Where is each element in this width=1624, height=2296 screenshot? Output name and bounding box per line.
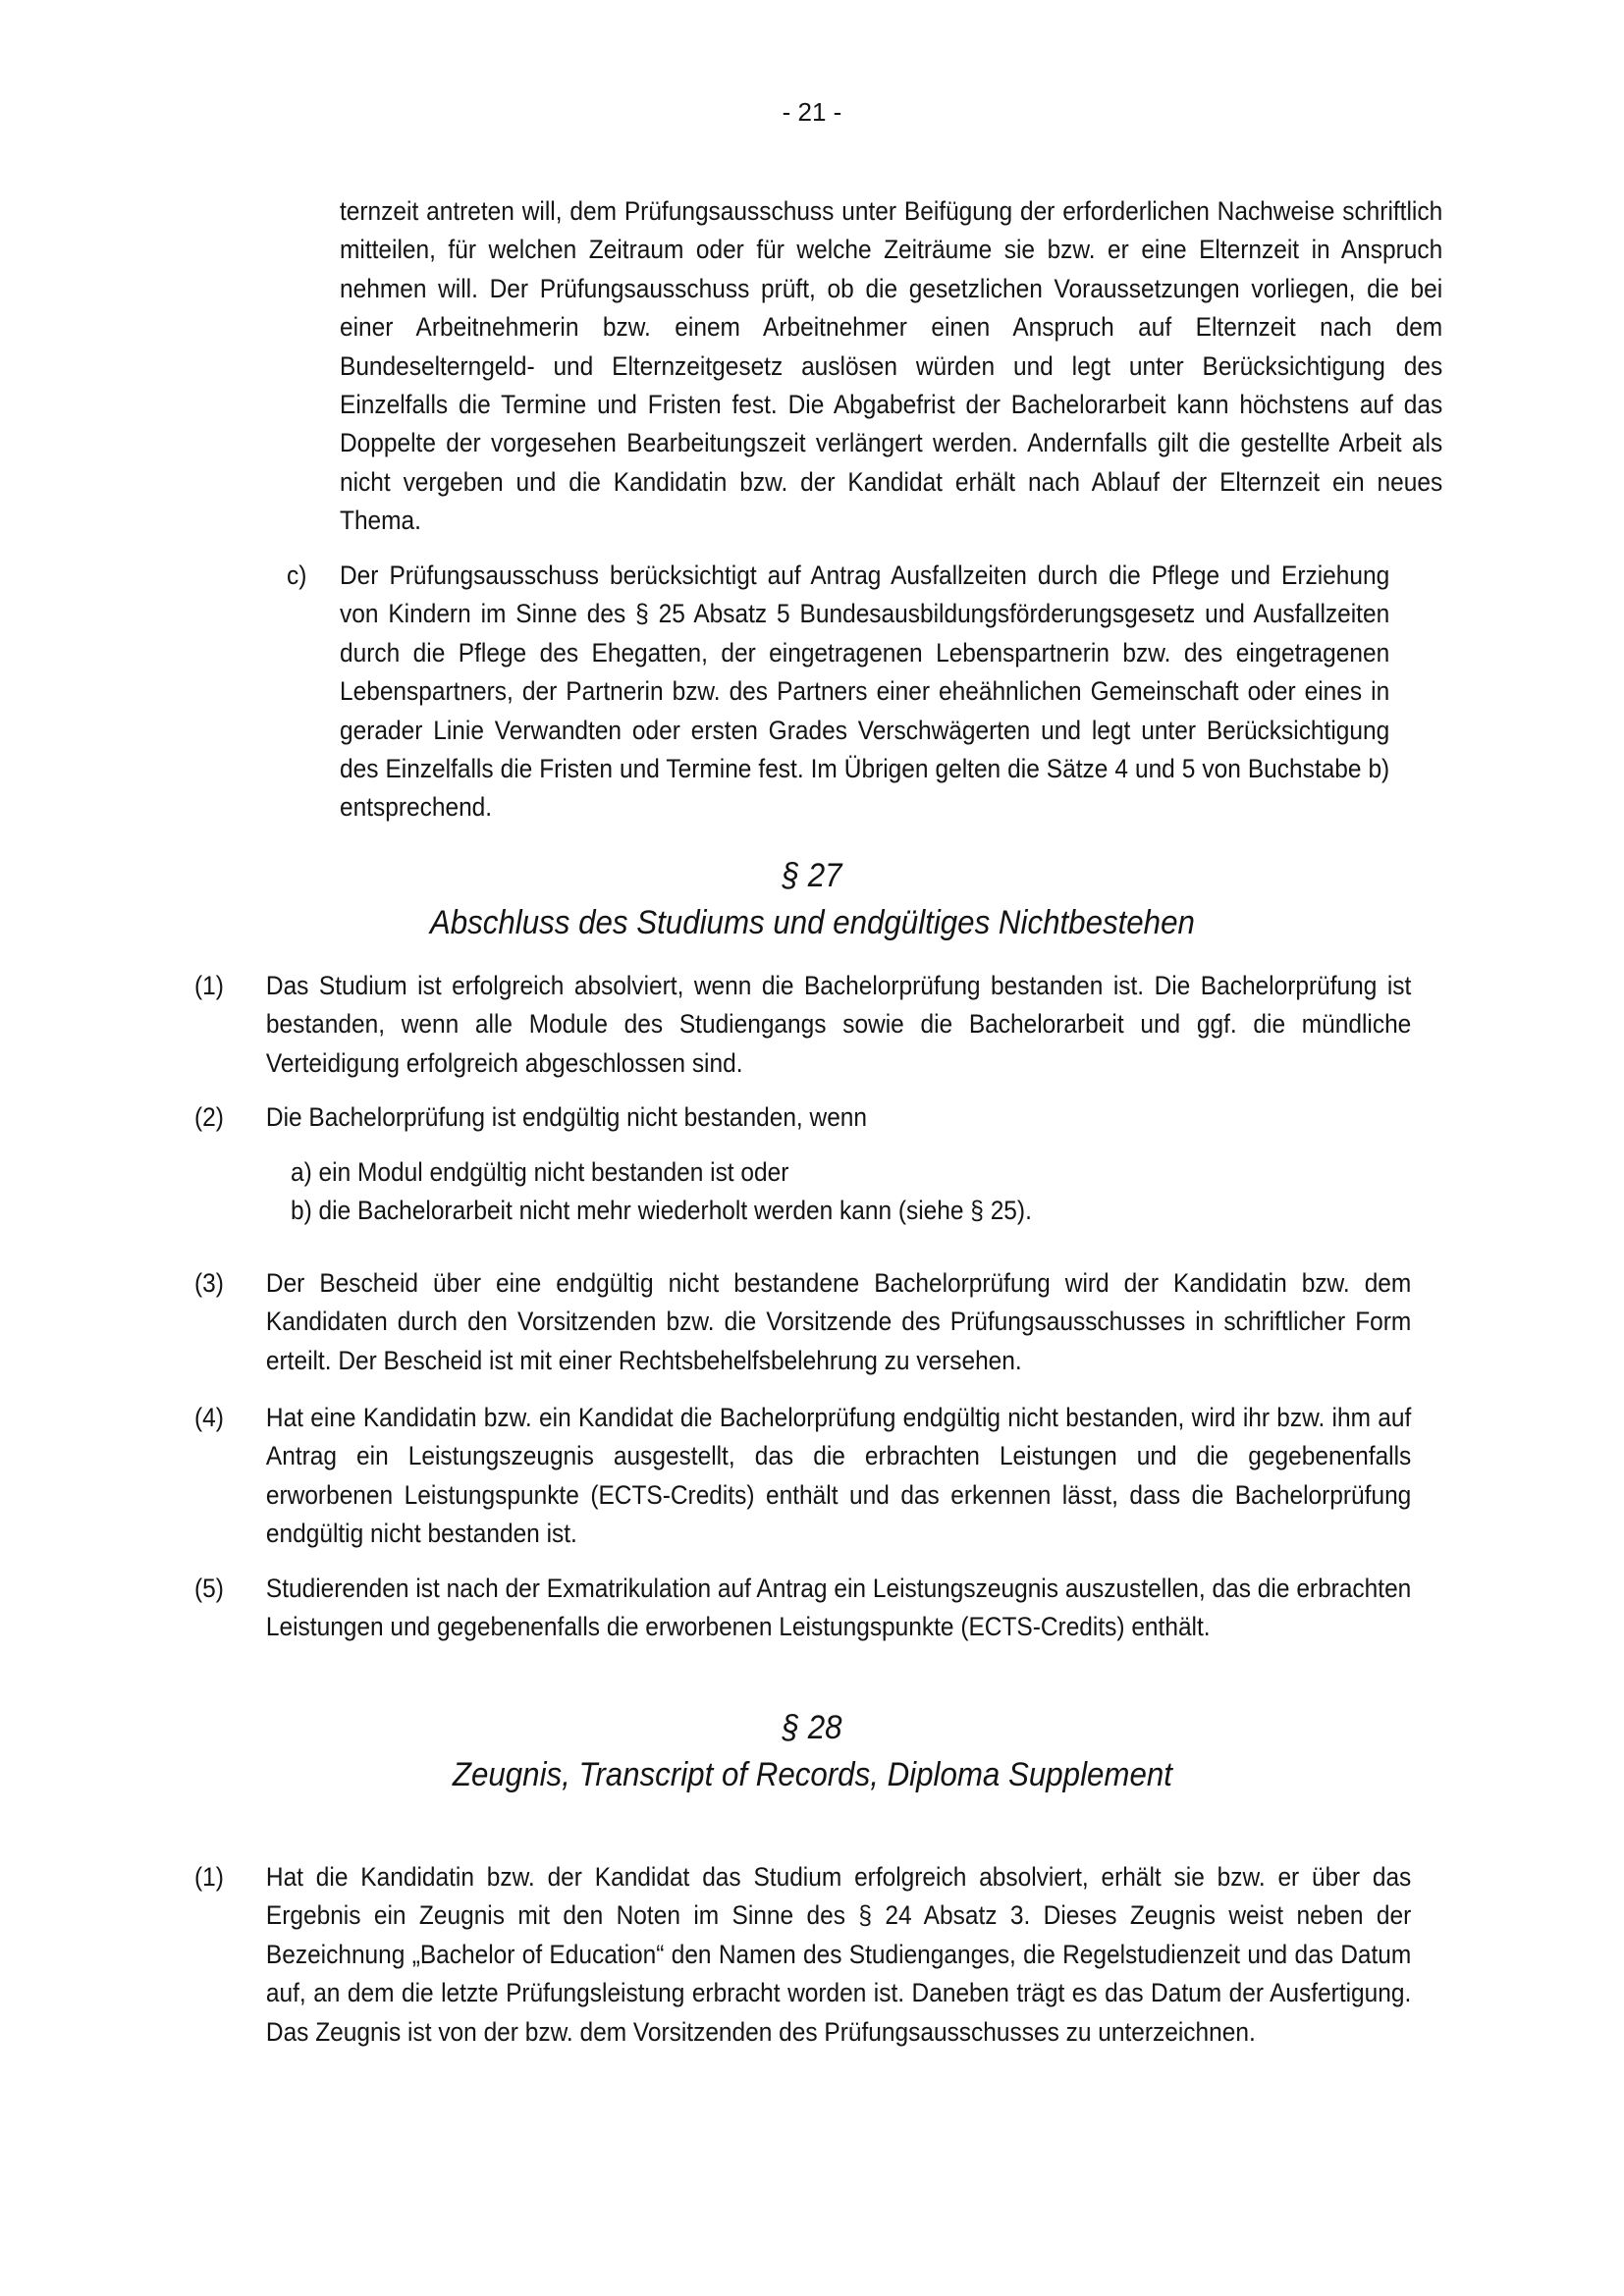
paragraph-label: (1): [194, 1861, 224, 1892]
paragraph-27-2-b: b) die Bachelorarbeit nicht mehr wiederholt werden kann (siehe § 25).: [291, 1195, 1032, 1225]
paragraph-label: (5): [194, 1573, 224, 1603]
paragraph-label: (4): [194, 1402, 224, 1432]
paragraph-text: Studierenden ist nach der Exmatrikulation auf Antrag ein Leistungszeugnis auszustellen, das die erbrachten Leistungen und gegebenenfalls die erworbenen Leistungspunkte (ECTS-Credits) enthält.: [265, 1573, 1412, 1642]
paragraph-text: Hat eine Kandidatin bzw. ein Kandidat die Bachelorprüfung endgültig nicht bestanden, wird ihr bzw. ihm auf Antrag ein Leistungszeugnis ausgestellt, das die erbrachten Leistungen und die gegebenenfalls erworbenen Leistungspunkte (ECTS-Credits) enthält und das erkennen lässt, dass die Bachelorprüfung endgültig nicht bestanden ist.: [265, 1402, 1412, 1549]
list-item-label: c): [287, 560, 307, 590]
section-28-number: § 28: [782, 1709, 842, 1746]
section-27-number: § 27: [782, 857, 842, 894]
paragraph-label: (3): [194, 1267, 224, 1298]
paragraph-text: Die Bachelorprüfung ist endgültig nicht bestanden, wenn: [265, 1101, 868, 1132]
paragraph-label: (2): [194, 1101, 224, 1132]
list-item-text: Der Prüfungsausschuss berücksichtigt auf Antrag Ausfallzeiten durch die Pflege und Erziehung von Kindern im Sinne des § 25 Absatz 5 Bundesausbildungsförderungsgesetz und Ausfallzeiten durch die Pflege des Ehegatten, der eingetragenen Lebenspartnerin bzw. des eingetragenen Lebenspartners, der Partnerin bzw. des Partners einer eheähnlichen Gemeinschaft oder eines in gerader Linie Verwandten oder ersten Grades Verschwägerten und legt unter Berücksichtigung des Einzelfalls die Fristen und Termine fest. Im Übrigen gelten die Sätze 4 und 5 von Buchstabe b) entsprechend.: [340, 560, 1390, 823]
paragraph-text: Hat die Kandidatin bzw. der Kandidat das Studium erfolgreich absolviert, erhält sie bzw. er über das Ergebnis ein Zeugnis mit den Noten im Sinne des § 24 Absatz 3. Dieses Zeugnis weist neben der Bezeichnung „Bachelor of Education“ den Namen des Studienganges, die Regelstudienzeit und das Datum auf, an dem die letzte Prüfungsleistung erbracht worden ist. Daneben trägt es das Datum der Ausfertigung. Das Zeugnis ist von der bzw. dem Vorsitzenden des Prüfungsausschusses zu unterzeichnen.: [265, 1861, 1412, 2047]
item-b-continuation: ternzeit antreten will, dem Prüfungsausschuss unter Beifügung der erforderlichen Nachweise schriftlich mitteilen, für welchen Zeitraum oder für welche Zeiträume sie bzw. er eine Elternzeit in Anspruch nehmen will. Der Prüfungsausschuss prüft, ob die gesetzlichen Voraussetzungen vorliegen, die bei einer Arbeitnehmerin bzw. einem Arbeitnehmer einen Anspruch auf Elternzeit nach dem Bundeselterngeld- und Elternzeitgesetz auslösen würden und legt unter Berücksichtigung des Einzelfalls die Termine und Fristen fest. Die Abgabefrist der Bachelorarbeit kann höchstens auf das Doppelte der vorgesehen Bearbeitungszeit verlängert werden. Andernfalls gilt die gestellte Arbeit als nicht vergeben und die Kandidatin bzw. der Kandidat erhält nach Ablauf der Elternzeit ein neues Thema.: [340, 195, 1443, 536]
page-number: - 21 -: [782, 97, 842, 127]
paragraph-text: Das Studium ist erfolgreich absolviert, wenn die Bachelorprüfung bestanden ist. Die Bachelorprüfung ist bestanden, wenn alle Module des Studiengangs sowie die Bachelorarbeit und ggf. die mündliche Verteidigung erfolgreich abgeschlossen sind.: [265, 970, 1412, 1078]
section-28-title: Zeugnis, Transcript of Records, Diploma Supplement: [452, 1756, 1172, 1793]
paragraph-text: Der Bescheid über eine endgültig nicht bestandene Bachelorprüfung wird der Kandidatin bzw. dem Kandidaten durch den Vorsitzenden bzw. die Vorsitzende des Prüfungsausschusses in schriftlicher Form erteilt. Der Bescheid ist mit einer Rechtsbehelfsbelehrung zu versehen.: [265, 1267, 1412, 1375]
paragraph-27-2-a: a) ein Modul endgültig nicht bestanden ist oder: [291, 1156, 789, 1187]
section-27-title: Abschluss des Studiums und endgültiges Nichtbestehen: [429, 904, 1195, 941]
paragraph-label: (1): [194, 970, 224, 1000]
